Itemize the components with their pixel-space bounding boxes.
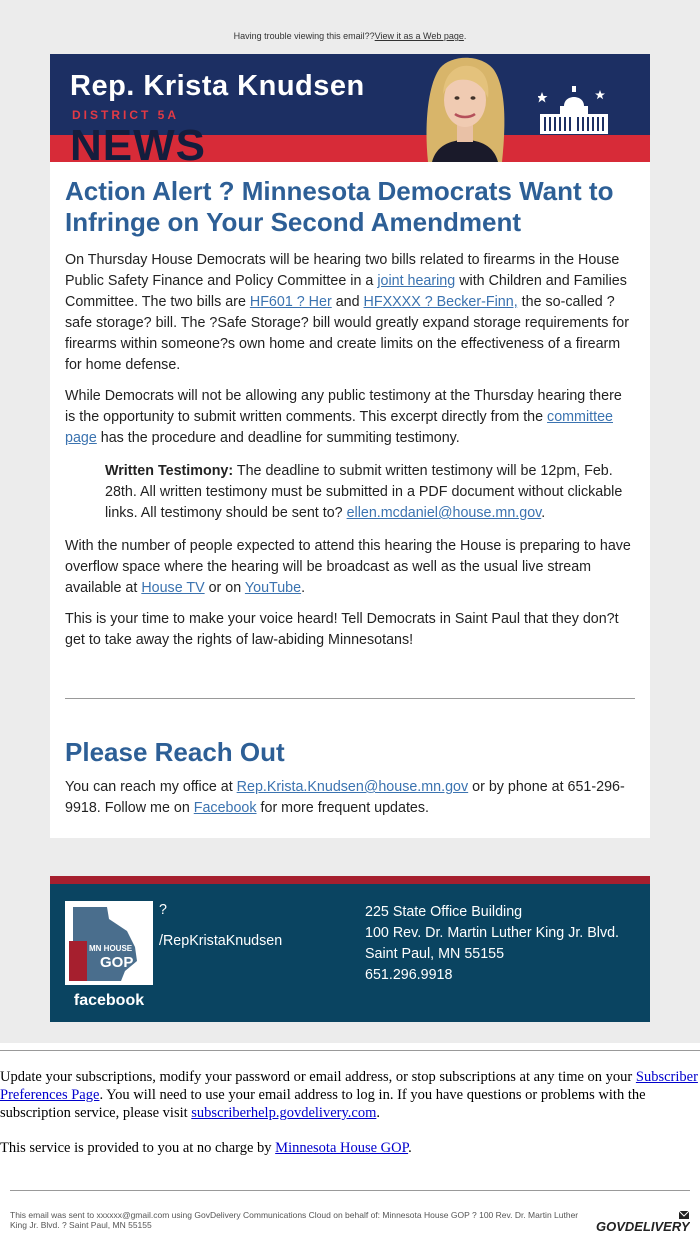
capitol-icon	[538, 82, 610, 138]
address-line: Saint Paul, MN 55155	[365, 946, 505, 962]
paragraph-call-to-action: This is your time to make your voice heard! Tell Democrats in Saint Paul that they don?t get to take away the rights of law-abiding Minnesotans!	[65, 611, 619, 648]
svg-text:GOVDELIVERY: GOVDELIVERY	[596, 1219, 690, 1234]
address-line: 100 Rev. Dr. Martin Luther King Jr. Blvd.	[365, 925, 620, 941]
address-line: 225 State Office Building	[365, 904, 523, 920]
youtube-link[interactable]: YouTube	[244, 580, 302, 596]
paragraph-overflow: With the number of people expected to attend this hearing the House is preparing to have overflow space where the hearing will be broadcast as well as the usual live stream available at House TV or on YouTube.	[65, 538, 631, 596]
committee-page-link[interactable]: committee page	[65, 409, 613, 446]
paragraph-bills: On Thursday House Democrats will be hearing two bills related to firearms in the House Public Safety Finance and Policy Committee in a joint hearing with Children and Families Committee. The two bills are HF601 ? Her and HFXXXX ? Becker-Finn, the so-called ?safe storage? bill. The ?Safe Storage? bill would greatly expand storage requirements for firearms within someone?s own home and create limits on the effectiveness of a firearm for home defense.	[65, 252, 630, 373]
footer-question-mark: ?	[159, 902, 167, 918]
footer-stripe	[50, 876, 650, 884]
web-view-notice: Having trouble viewing this email??View it as a Web page.	[233, 31, 467, 41]
section-divider	[65, 698, 635, 699]
web-view-link[interactable]: View it as a Web page	[374, 31, 464, 41]
paragraph-testimony: While Democrats will not be allowing any public testimony at the Thursday hearing there is the opportunity to submit written comments. This excerpt directly from the committee page has the procedure and deadline for summiting testimony.	[65, 388, 622, 446]
hf601-link[interactable]: HF601 ? Her	[249, 294, 332, 310]
office-address	[365, 902, 619, 986]
office-email-link[interactable]: Rep.Krista.Knudsen@house.mn.gov	[236, 779, 469, 795]
facebook-logo[interactable]	[65, 901, 153, 1011]
portrait-photo	[410, 54, 520, 162]
testimony-email-link[interactable]: ellen.mcdaniel@house.mn.gov	[346, 505, 542, 521]
district-label: DISTRICT 5A	[72, 108, 180, 122]
joint-hearing-link[interactable]: joint hearing	[377, 273, 456, 289]
header-banner	[50, 54, 650, 162]
govdelivery-logo[interactable]	[596, 1210, 690, 1238]
subscription-info	[0, 1068, 700, 1174]
news-label: NEWS	[70, 121, 206, 162]
article-title: Action Alert ? Minnesota Democrats Want to Infringe on Your Second Amendment	[65, 176, 614, 237]
svg-text:MN HOUSE: MN HOUSE	[89, 944, 133, 953]
service-paragraph: This service is provided to you at no charge by Minnesota House GOP.	[0, 1140, 412, 1156]
svg-text:facebook: facebook	[73, 992, 145, 1009]
hfxxxx-link[interactable]: HFXXXX ? Becker-Finn,	[363, 294, 518, 310]
house-tv-link[interactable]: House TV	[141, 580, 205, 596]
reach-out-text: You can reach my office at Rep.Krista.Knudsen@house.mn.gov or by phone at 651-296-9918. Follow me on Facebook for more frequent updates.	[65, 779, 625, 816]
facebook-link[interactable]: Facebook	[193, 800, 257, 816]
minnesota-house-gop-link[interactable]: Minnesota House GOP	[275, 1140, 409, 1156]
quote-label: Written Testimony:	[105, 463, 234, 479]
written-testimony-quote: Written Testimony: The deadline to submit written testimony will be 12pm, Feb. 28th. All written testimony must be submitted in a PDF document without clickable links. All testimony should be sent to? ellen.mcdaniel@house.mn.gov.	[105, 463, 623, 521]
subscription-divider	[0, 1050, 700, 1051]
reach-out-title: Please Reach Out	[65, 737, 285, 767]
svg-text:GOP: GOP	[100, 954, 134, 971]
subscription-paragraph: Update your subscriptions, modify your password or email address, or stop subscriptions at any time on your Subscriber Preferences Page. You will need to use your email address to log in. If you have questions or problems with the subscription service, please visit subscriberhelp.govdelivery.com.	[0, 1069, 698, 1121]
email-card	[50, 54, 650, 838]
office-phone: 651.296.9918	[365, 967, 453, 983]
legal-divider	[10, 1190, 690, 1191]
legal-text: This email was sent to xxxxxx@gmail.com using GovDelivery Communications Cloud on behalf of: Minnesota House GOP ? 100 Rev. Dr. Martin Luther King Jr. Blvd. ? Saint Paul, MN 55155	[10, 1210, 579, 1230]
subscriber-preferences-link[interactable]: Subscriber Preferences Page	[0, 1069, 698, 1103]
representative-name: Rep. Krista Knudsen	[70, 70, 365, 102]
subscriber-help-link[interactable]: subscriberhelp.govdelivery.com	[191, 1105, 377, 1121]
contact-footer	[50, 876, 650, 1022]
article-content	[50, 162, 650, 819]
facebook-handle[interactable]: /RepKristaKnudsen	[159, 933, 283, 949]
